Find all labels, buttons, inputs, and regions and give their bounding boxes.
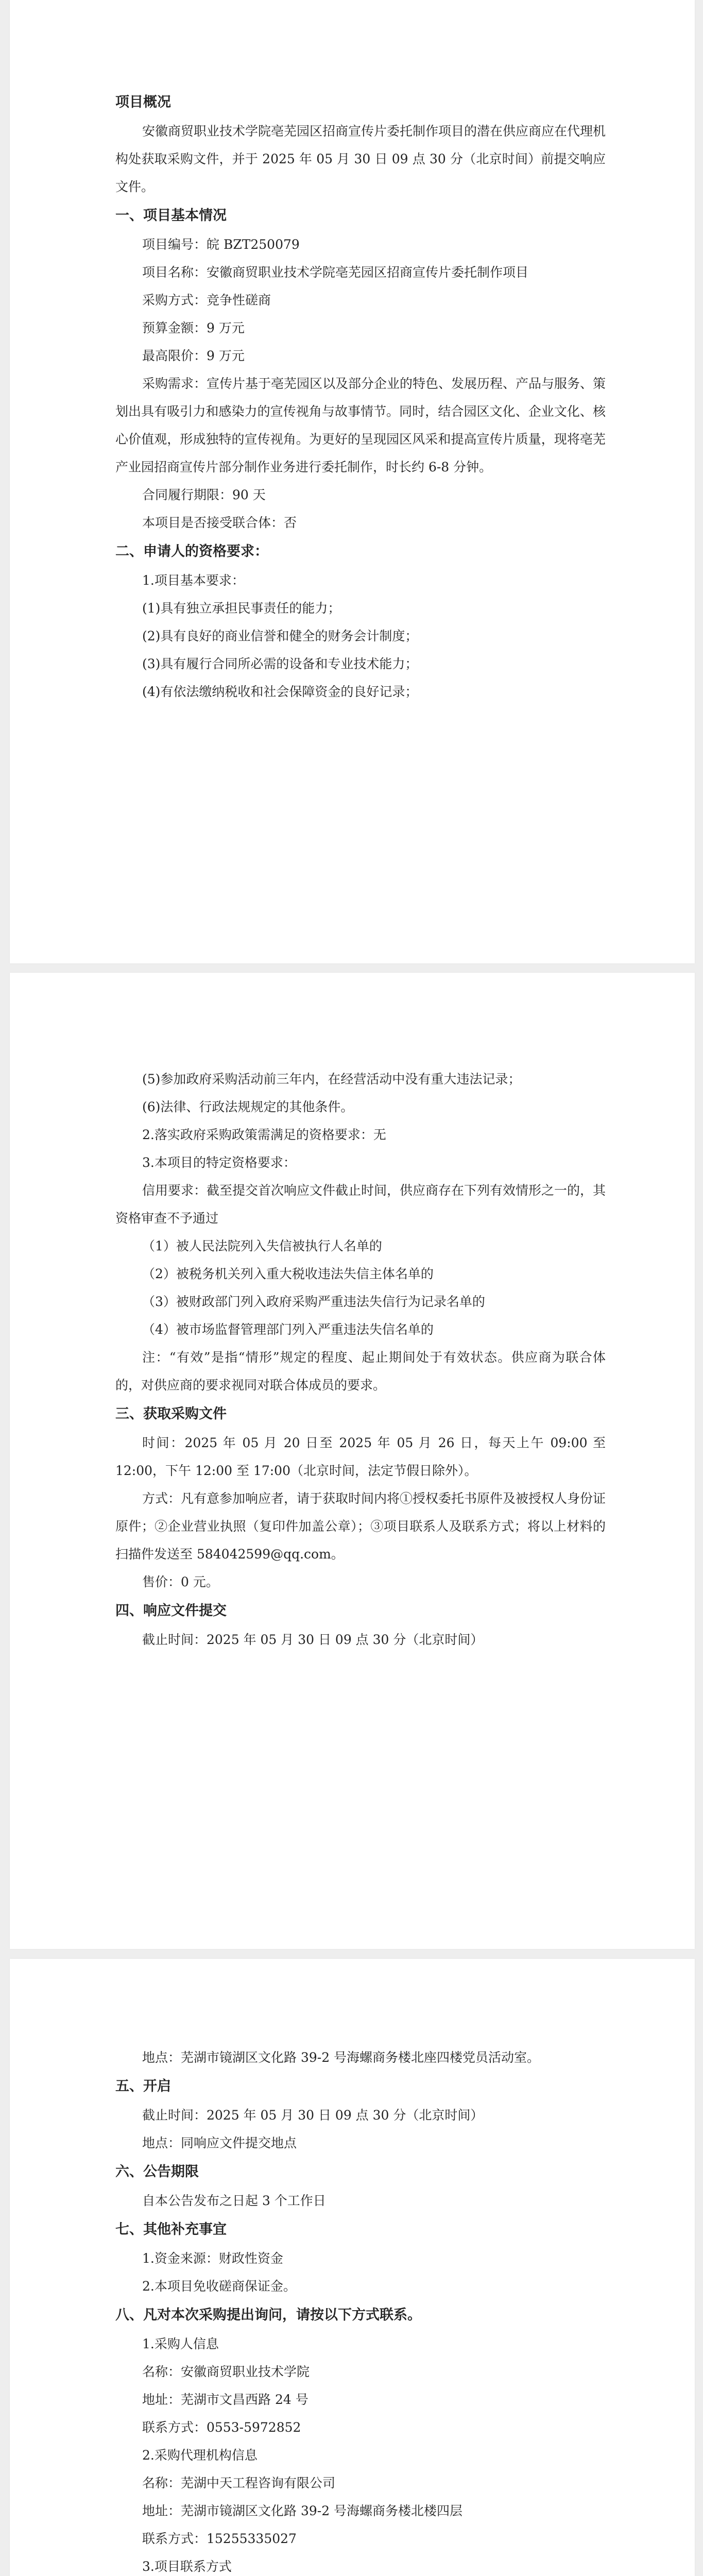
credit-item: （2）被税务机关列入重大税收违法失信主体名单的: [142, 1266, 434, 1281]
supplement-item: 1.资金来源：财政性资金: [142, 2251, 283, 2266]
section-3-title: 三、获取采购文件: [115, 1406, 227, 1422]
agency-address: 地址：芜湖市镜湖区文化路 39-2 号海螺商务楼北楼四层: [142, 2503, 463, 2518]
section-8-title: 八、凡对本次采购提出询问，请按以下方式联系。: [115, 2307, 421, 2323]
specific-requirement: 3.本项目的特定资格要求：: [142, 1155, 296, 1170]
document-page-1: [10, 0, 695, 963]
credit-item: （3）被财政部门列入政府采购严重违法失信行为记录名单的: [142, 1294, 485, 1309]
section-1-title: 一、项目基本情况: [115, 208, 227, 224]
project-name: 项目名称：安徽商贸职业技术学院亳芜园区招商宣传片委托制作项目: [142, 265, 529, 280]
credit-requirement: 信用要求：截至提交首次响应文件截止时间，供应商存在下列有效情形之一的，其资格审查不予通过: [115, 1183, 606, 1226]
document-page-2: [10, 973, 695, 1949]
section-6-title: 六、公告期限: [115, 2164, 199, 2180]
document-price: 售价：0 元。: [142, 1574, 219, 1589]
contact-title: 3.项目联系方式: [142, 2559, 232, 2574]
submission-deadline: 截止时间：2025 年 05 月 30 日 09 点 30 分（北京时间）: [142, 1632, 484, 1647]
project-number: 项目编号：皖 BZT250079: [142, 237, 300, 252]
page-content: [115, 88, 606, 706]
policy-requirement: 2.落实政府采购政策需满足的资格要求：无: [142, 1127, 386, 1142]
agency-phone: 联系方式：15255335027: [142, 2531, 297, 2546]
overview-title: 项目概况: [115, 94, 171, 110]
budget-amount: 预算金额：9 万元: [142, 320, 245, 335]
page-content: [115, 1065, 606, 1654]
purchaser-name: 名称：安徽商贸职业技术学院: [142, 2364, 310, 2379]
contract-period: 合同履行期限：90 天: [142, 487, 266, 502]
document-page-3: [10, 1959, 695, 2576]
opening-location: 地点：同响应文件提交地点: [142, 2136, 297, 2150]
requirement-item: (4)有依法缴纳税收和社会保障资金的良好记录；: [142, 684, 418, 699]
page-content: [115, 2044, 606, 2576]
obtain-time: 时间：2025 年 05 月 20 日至 2025 年 05 月 26 日，每天上午 09:00 至 12:00，下午 12:00 至 17:00（北京时间，法定节假日除外）。: [115, 1435, 606, 1478]
section-7-title: 七、其他补充事宜: [115, 2222, 227, 2238]
obtain-method: 方式：凡有意参加响应者，请于获取时间内将①授权委托书原件及被授权人身份证原件；②企业营业执照（复印件加盖公章）；③项目联系人及联系方式；将以上材料的扫描件发送至 584042599@qq.com。: [115, 1491, 606, 1562]
opening-deadline: 截止时间：2025 年 05 月 30 日 09 点 30 分（北京时间）: [142, 2108, 484, 2123]
supplement-item: 2.本项目免收磋商保证金。: [142, 2279, 296, 2294]
agency-title: 2.采购代理机构信息: [142, 2448, 258, 2463]
submission-location: 地点：芜湖市镜湖区文化路 39-2 号海螺商务楼北座四楼党员活动室。: [142, 2050, 540, 2065]
procurement-method: 采购方式：竞争性磋商: [142, 293, 271, 308]
section-2-title: 二、申请人的资格要求：: [115, 544, 268, 560]
requirement-item: (6)法律、行政法规规定的其他条件。: [142, 1099, 354, 1114]
agency-name: 名称：芜湖中天工程咨询有限公司: [142, 2476, 336, 2490]
requirement-item: (5)参加政府采购活动前三年内，在经营活动中没有重大违法记录；: [142, 1072, 521, 1087]
purchaser-phone: 联系方式：0553-5972852: [142, 2420, 301, 2435]
requirement-item: (1)具有独立承担民事责任的能力；: [142, 601, 341, 616]
requirement-item: (2)具有良好的商业信誉和健全的财务会计制度；: [142, 629, 418, 643]
requirement-item: (3)具有履行合同所必需的设备和专业技术能力；: [142, 656, 418, 671]
purchaser-address: 地址：芜湖市文昌西路 24 号: [142, 2392, 308, 2407]
notice-period: 自本公告发布之日起 3 个工作日: [142, 2193, 326, 2208]
overview-text: 安徽商贸职业技术学院亳芜园区招商宣传片委托制作项目的潜在供应商应在代理机构处获取采购文件，并于 2025 年 05 月 30 日 09 点 30 分（北京时间）前提交响应文件。: [115, 124, 606, 194]
credit-item: （4）被市场监督管理部门列入严重违法失信名单的: [142, 1322, 434, 1337]
procurement-requirement: 采购需求：宣传片基于亳芜园区以及部分企业的特色、发展历程、产品与服务、策划出具有吸引力和感染力的宣传视角与故事情节。同时，结合园区文化、企业文化、核心价值观，形成独特的宣传视角。为更好的呈现园区风采和提高宣传片质量，现将亳芜产业园招商宣传片部分制作业务进行委托制作，时长约 6-8 分钟。: [115, 376, 606, 474]
credit-note: 注：“有效”是指“情形”规定的程度、起止期间处于有效状态。供应商为联合体的，对供应商的要求视同对联合体成员的要求。: [115, 1350, 606, 1393]
joint-venture: 本项目是否接受联合体：否: [142, 515, 297, 530]
basic-requirements-title: 1.项目基本要求：: [142, 573, 245, 588]
credit-item: （1）被人民法院列入失信被执行人名单的: [142, 1239, 382, 1253]
section-5-title: 五、开启: [115, 2078, 171, 2094]
max-price: 最高限价：9 万元: [142, 348, 245, 363]
purchaser-title: 1.采购人信息: [142, 2336, 219, 2351]
section-4-title: 四、响应文件提交: [115, 1603, 227, 1619]
